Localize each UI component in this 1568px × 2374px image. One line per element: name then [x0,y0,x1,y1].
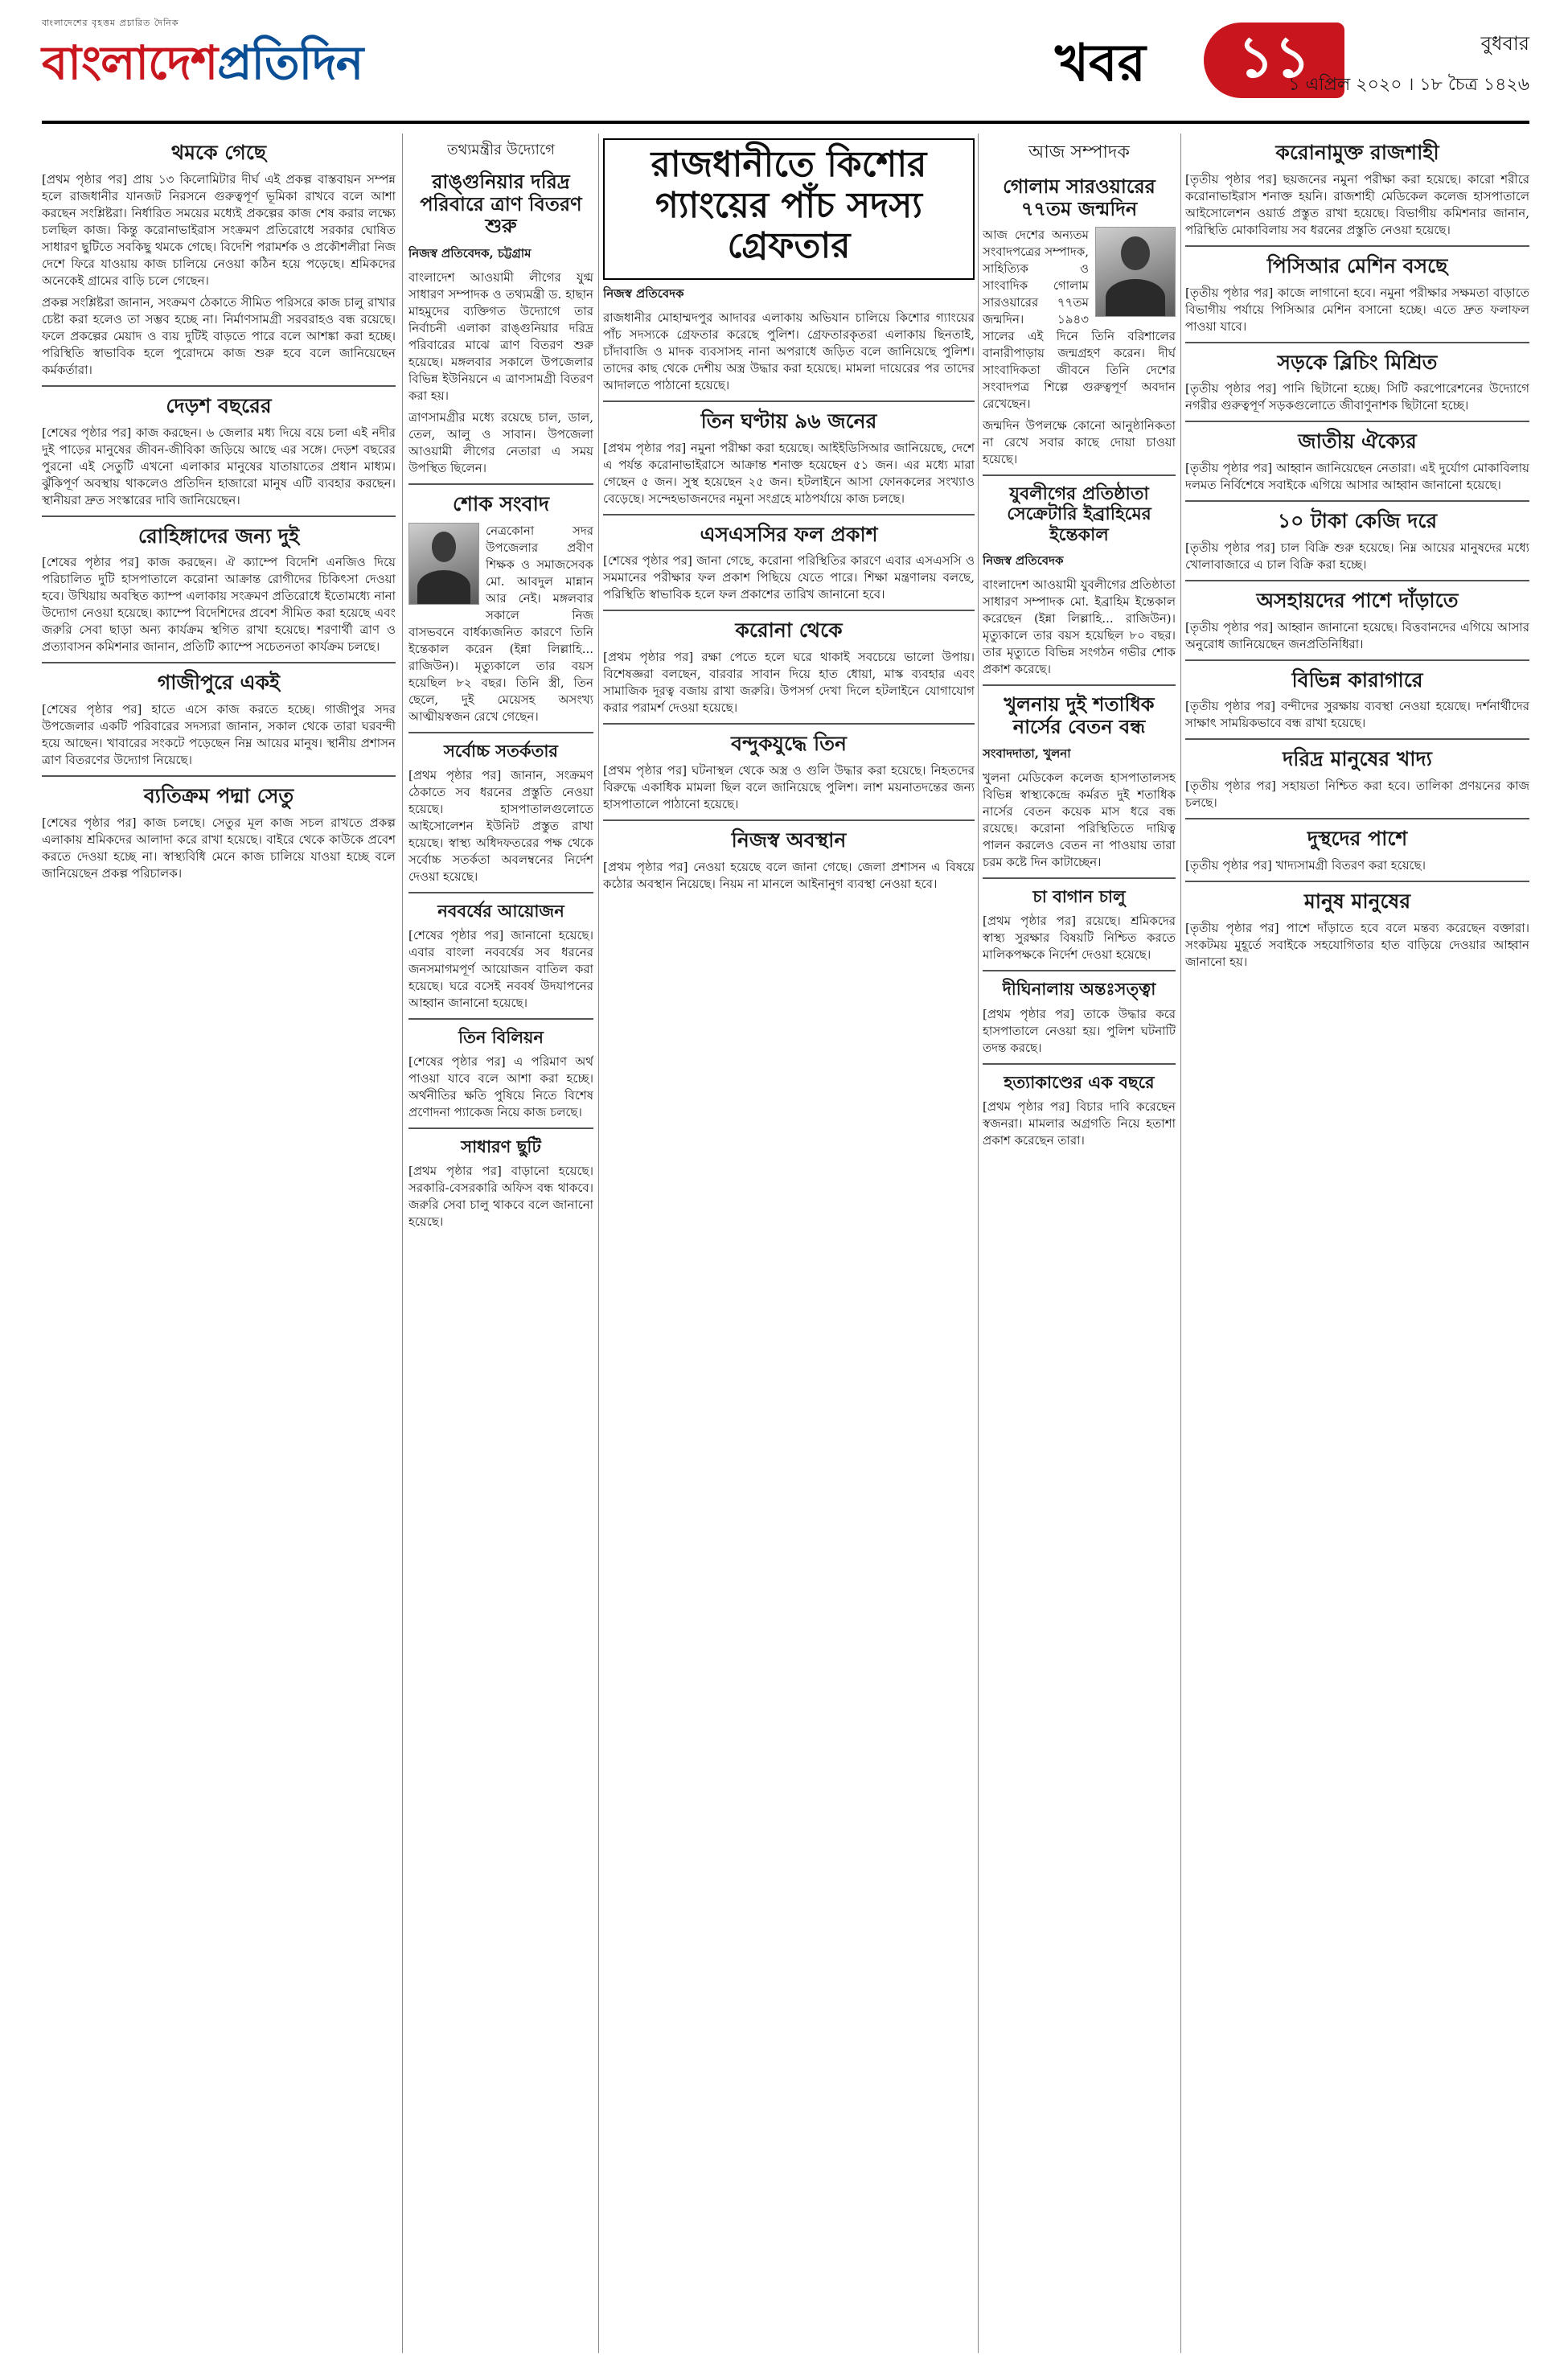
column-5 [1185,133,1529,2353]
headline[interactable]: খুলনায় দুই শতাধিক নার্সের বেতন বন্ধ [1004,693,1155,738]
headline[interactable]: দীঘিনালায় অন্তঃসত্ত্বা [1002,980,1156,1000]
headline[interactable]: নববর্ষের আয়োজন [437,901,564,921]
article-body: [তৃতীয় পৃষ্ঠার পর] ছয়জনের নমুনা পরীক্ষা করা হয়েছে। কারো শরীরে করোনাভাইরাস শনাক্ত হয়নি। রাজশাহী মেডিকেল কলেজ হাসপাতালে আইসোলেশন ওয়ার্ড প্রস্তুত রাখা হয়েছে। বিভাগীয় কমিশনার জানান, পরিস্থিতি মোকাবিলায় সব ধরনের প্রস্তুতি নেওয়া হয়েছে। [1185,171,1529,237]
headline[interactable]: যুবলীগের প্রতিষ্ঠাতা সেক্রেটারি ইব্রাহিমের ইন্তেকাল [1007,484,1151,545]
byline: নিজস্ব প্রতিবেদক [603,285,684,301]
article-body: আজ দেশের অন্যতম সংবাদপত্রের সম্পাদক, সাহিত্যিক ও সাংবাদিক গোলাম সারওয়ারের ৭৭তম জন্মদিন। ১৯৪৩ সালের এই দিনে তিনি বরিশালের বানারীপাড়ায় জন্মগ্রহণ করেন। দীর্ঘ সাংবাদিকতা জীবনে তিনি দেশের সংবাদপত্র শিল্পে গুরুত্বপূর্ণ অবদান রেখেছেন। [983,228,1176,412]
headline[interactable]: দুস্থদের পাশে [1307,827,1408,850]
article-body: [শেষের পৃষ্ঠার পর] জানানো হয়েছে। এবার বাংলা নববর্ষের সব ধরনের জনসমাগমপূর্ণ আয়োজন বাতিল করা হয়েছে। ঘরে বসেই নববর্ষ উদযাপনের আহ্বান জানানো হয়েছে। [408,927,593,1010]
headline[interactable]: বিভিন্ন কারাগারে [1291,667,1423,692]
article-body: [প্রথম পৃষ্ঠার পর] প্রায় ১৩ কিলোমিটার দীর্ঘ এই প্রকল্প বাস্তবায়ন সম্পন্ন হলে রাজধানীর যানজট নিরসনে গুরুত্বপূর্ণ ভূমিকা রাখবে বলে আশা করছেন সংশ্লিষ্টরা। নির্ধারিত সময়ের মধ্যেই প্রকল্পের কাজ শেষ করার লক্ষ্যে চলছিল কাজ। কিন্তু করোনাভাইরাস সংক্রমণ প্রতিরোধে সরকার ঘোষিত সাধারণ ছুটিতে সবকিছু থমকে গেছে। বিদেশি পরামর্শক ও প্রকৌশলীরা নিজ দেশে ফিরে যাওয়ায় কাজ চালিয়ে নেওয়া কঠিন হয়ে পড়েছে। শ্রমিকদের অনেকেই গ্রামের বাড়ি চলে গেছেন। [42,171,396,288]
headline[interactable]: গাজীপুরে একই [157,671,281,695]
lead-story-box [603,138,975,280]
headline[interactable]: বন্দুকযুদ্ধে তিন [731,732,847,756]
article-body: [প্রথম পৃষ্ঠার পর] রয়েছে। শ্রমিকদের স্বাস্থ্য সুরক্ষার বিষয়টি নিশ্চিত করতে মালিকপক্ষকে নির্দেশ দেওয়া হয়েছে। [983,914,1176,963]
column-divider [978,133,979,2353]
kicker: তথ্যমন্ত্রীর উদ্যোগে [447,142,555,158]
headline[interactable]: হত্যাকাণ্ডের এক বছরে [1004,1072,1155,1092]
article-divider [1185,818,1529,819]
article-divider [1185,580,1529,581]
masthead-rule [42,121,1529,124]
portrait-photo-icon [1095,227,1176,317]
article-body: [প্রথম পৃষ্ঠার পর] রক্ষা পেতে হলে ঘরে থাকাই সবচেয়ে ভালো উপায়। বিশেষজ্ঞরা বলছেন, বারবার সাবান দিয়ে হাত ধোয়া, মাস্ক ব্যবহার এবং সামাজিক দূরত্ব বজায় রাখা জরুরি। উপসর্গ দেখা দিলে হটলাইনে যোগাযোগ করার পরামর্শ দেওয়া হয়েছে। [603,650,975,716]
article-divider [603,610,975,611]
article-divider [983,970,1176,971]
headline[interactable]: চা বাগান চালু [1032,887,1126,907]
article-body: [প্রথম পৃষ্ঠার পর] বাড়ানো হয়েছে। সরকারি-বেসরকারি অফিস বন্ধ থাকবে। জরুরি সেবা চালু থাকবে বলে জানানো হয়েছে। [408,1164,593,1230]
headline[interactable]: দরিদ্র মানুষের খাদ্য [1283,747,1432,771]
article-body: [প্রথম পৃষ্ঠার পর] তাকে উদ্ধার করে হাসপাতালে নেওয়া হয়। পুলিশ ঘটনাটি তদন্ত করছে। [983,1006,1176,1055]
headline[interactable]: করোনামুক্ত রাজশাহী [1275,141,1439,164]
article-divider [603,819,975,821]
headline[interactable]: মানুষ মানুষের [1303,889,1411,913]
article-divider [1185,659,1529,661]
article-divider [983,877,1176,879]
article-divider [1185,342,1529,343]
issue-day: বুধবার [1480,32,1529,55]
article-body: [তৃতীয় পৃষ্ঠার পর] সহায়তা নিশ্চিত করা হবে। তালিকা প্রণয়নের কাজ চলছে। [1185,778,1529,810]
article-body: [শেষের পৃষ্ঠার পর] এ পরিমাণ অর্থ পাওয়া যাবে বলে আশা করা হচ্ছে। অর্থনীতির ক্ষতি পুষিয়ে নিতে বিশেষ প্রণোদনা প্যাকেজ নিয়ে কাজ চলছে। [408,1054,593,1119]
column-divider [598,133,599,2353]
article-body: বাংলাদেশ আওয়ামী লীগের যুগ্ম সাধারণ সম্পাদক ও তথ্যমন্ত্রী ড. হাছান মাহমুদের ব্যক্তিগত উদ্যোগে তার নির্বাচনী এলাকা রাঙ্গুনিয়ার দরিদ্র পরিবারের মাঝে ত্রাণ বিতরণ শুরু হয়েছে। মঙ্গলবার সকালে উপজেলার বিভিন্ন ইউনিয়নে এ ত্রাণসামগ্রী বিতরণ করা হয়। [408,269,593,403]
article-divider [1185,738,1529,740]
headline[interactable]: নিজস্ব অবস্থান [731,828,847,852]
article-divider [408,732,593,733]
article-body: [শেষের পৃষ্ঠার পর] হাতে এসে কাজ করতে হচ্ছে। গাজীপুর সদর উপজেলার একটি পরিবারের সদস্যরা জানান, সকাল থেকে তারা ঘরবন্দী হয়ে আছেন। খাবারের সংকটে পড়েছেন নিম্ন আয়ের মানুষ। স্থানীয় প্রশাসন ত্রাণ বিতরণের উদ্যোগ নিয়েছে। [42,702,396,767]
article-body: [তৃতীয় পৃষ্ঠার পর] আহ্বান জানানো হয়েছে। বিত্তবানদের এগিয়ে আসার অনুরোধ জানিয়েছেন জনপ্রতিনিধিরা। [1185,619,1529,651]
article-body: [তৃতীয় পৃষ্ঠার পর] চাল বিক্রি শুরু হয়েছে। নিম্ন আয়ের মানুষদের মধ্যে খোলাবাজারে এ চাল বিক্রি করা হচ্ছে। [1185,540,1529,572]
article-body: [তৃতীয় পৃষ্ঠার পর] বন্দীদের সুরক্ষায় ব্যবস্থা নেওয়া হয়েছে। দর্শনার্থীদের সাক্ষাৎ সাময়িকভাবে বন্ধ রাখা হয়েছে। [1185,699,1529,731]
column-3 [603,133,975,2353]
headline[interactable]: তিন বিলিয়ন [458,1027,544,1047]
article-body: [প্রথম পৃষ্ঠার পর] নমুনা পরীক্ষা করা হয়েছে। আইইডিসিআর জানিয়েছে, দেশে এ পর্যন্ত করোনাভাইরাসে আক্রান্ত শনাক্ত হয়েছেন ৫১ জন। এর মধ্যে মারা গেছেন ৫ জন। সুস্থ হয়েছেন ২৫ জন। হটলাইনে আসা ফোনকলের সংখ্যাও বেড়েছে। সন্দেহভাজনদের নমুনা সংগ্রহে মাঠপর্যায়ে কাজ চলছে। [603,440,975,506]
headline[interactable]: রোহিঙ্গাদের জন্য দুই [138,524,300,548]
headline[interactable]: এসএসসির ফল প্রকাশ [700,522,878,546]
headline[interactable]: শোক সংবাদ [453,491,549,515]
article-body: [তৃতীয় পৃষ্ঠার পর] খাদ্যসামগ্রী বিতরণ করা হয়েছে। [1185,857,1426,873]
article-body: [প্রথম পৃষ্ঠার পর] জানান, সংক্রমণ ঠেকাতে সব ধরনের প্রস্তুতি নেওয়া হয়েছে। হাসপাতালগুলোতে আইসোলেশন ইউনিট প্রস্তুত রাখা হয়েছে। স্বাস্থ্য অধিদফতরের পক্ষ থেকে সর্বোচ্চ সতর্কতা অবলম্বনের নির্দেশ দেওয়া হয়েছে। [408,767,593,884]
article-body: [তৃতীয় পৃষ্ঠার পর] পানি ছিটানো হচ্ছে। সিটি করপোরেশনের উদ্যোগে নগরীর গুরুত্বপূর্ণ সড়কগুলোতে জীবাণুনাশক ছিটানো হচ্ছে। [1185,381,1529,413]
article-body: [প্রথম পৃষ্ঠার পর] ঘটনাস্থল থেকে অস্ত্র ও গুলি উদ্ধার করা হয়েছে। নিহতদের বিরুদ্ধে একাধিক মামলা ছিল বলে জানিয়েছে পুলিশ। লাশ ময়নাতদন্তের জন্য হাসপাতালে পাঠানো হয়েছে। [603,762,975,811]
headline[interactable]: পিসিআর মেশিন বসছে [1266,253,1448,277]
article-divider [603,514,975,515]
logo-word-a: বাংলাদেশ [42,35,218,90]
headline[interactable]: থমকে গেছে [170,141,267,164]
article-divider [983,684,1176,686]
article-body: বাংলাদেশ আওয়ামী যুবলীগের প্রতিষ্ঠাতা সাধারণ সম্পাদক মো. ইব্রাহিম ইন্তেকাল করেছেন (ইন্না লিল্লাহি... রাজিউন)। মৃত্যুকালে তার বয়স হয়েছিল ৮০ বছর। তার মৃত্যুতে বিভিন্ন সংগঠন গভীর শোক প্রকাশ করেছে। [983,577,1176,677]
logo-word-b: প্রতিদিন [217,35,363,90]
article-body: [শেষের পৃষ্ঠার পর] জানা গেছে, করোনা পরিস্থিতির কারণে এবার এসএসসি ও সমমানের পরীক্ষার ফল প্রকাশ পিছিয়ে যেতে পারে। শিক্ষা মন্ত্রণালয় বলছে, পরিস্থিতি স্বাভাবিক হলে ফল প্রকাশের তারিখ জানানো হবে। [603,553,975,602]
byline: সংবাদদাতা, খুলনা [983,746,1071,762]
column-2 [408,133,593,2353]
headline[interactable]: করোনা থেকে [735,618,843,643]
article-divider [1185,421,1529,422]
article-body: [শেষের পৃষ্ঠার পর] কাজ করছেন। ৬ জেলার মধ্য দিয়ে বয়ে চলা এই নদীর দুই পাড়ের মানুষের জীবন-জীবিকা জড়িয়ে আছে এর সঙ্গে। দেড়শ বছরের পুরনো এই সেতুটি এখনো এলাকার মানুষের যাতায়াতের প্রধান মাধ্যম। ঝুঁকিপূর্ণ অবস্থায় থাকলেও প্রতিদিন হাজারো মানুষ এটি ব্যবহার করছেন। স্থানীয়রা দ্রুত সংস্কারের দাবি জানিয়েছেন। [42,425,396,507]
article-divider [983,474,1176,476]
article-body: [তৃতীয় পৃষ্ঠার পর] পাশে দাঁড়াতে হবে বলে মন্তব্য করেছেন বক্তারা। সংকটময় মুহূর্তে সবাইকে সহযোগিতার হাত বাড়িয়ে দেওয়ার আহ্বান জানানো হয়। [1185,920,1529,969]
issue-date: ১ এপ্রিল ২০২০ । ১৮ চৈত্র ১৪২৬ [1288,75,1529,95]
headline[interactable]: সড়কে ব্লিচিং মিশ্রিত [1277,350,1438,374]
article-body: খুলনা মেডিকেল কলেজ হাসপাতালসহ বিভিন্ন স্বাস্থ্যকেন্দ্রে কর্মরত দুই শতাধিক নার্সের বেতন কয়েক মাস ধরে বন্ধ রয়েছে। করোনা পরিস্থিতিতে দায়িত্ব পালন করলেও বেতন না পাওয়ায় তারা চরম কষ্টে দিন কাটাচ্ছেন। [983,770,1176,870]
article-body: [প্রথম পৃষ্ঠার পর] বিচার দাবি করেছেন স্বজনরা। মামলার অগ্রগতি নিয়ে হতাশা প্রকাশ করেছেন তারা। [983,1099,1176,1148]
newspaper-logo[interactable] [42,27,363,105]
article-body: [তৃতীয় পৃষ্ঠার পর] আহ্বান জানিয়েছেন নেতারা। এই দুর্যোগ মোকাবিলায় দলমত নির্বিশেষে সবাইকে এগিয়ে আসার আহ্বান জানানো হয়েছে। [1185,461,1529,492]
article-divider [42,775,396,777]
column-4 [983,133,1176,2353]
byline: নিজস্ব প্রতিবেদক, চট্টগ্রাম [408,245,532,261]
column-1 [42,133,396,2353]
article-body: নেত্রকোনা সদর উপজেলার প্রবীণ শিক্ষক ও সমাজসেবক মো. আবদুল মান্নান আর নেই। মঙ্গলবার সকালে নিজ বাসভবনে বার্ধক্যজনিত কারণে তিনি ইন্তেকাল করেন (ইন্না লিল্লাহি... রাজিউন)। মৃত্যুকালে তার বয়স হয়েছিল ৮২ বছর। তিনি স্ত্রী, তিন ছেলে, দুই মেয়েসহ অসংখ্য আত্মীয়স্বজন রেখে গেছেন। [408,523,593,724]
headline[interactable]: তিন ঘণ্টায় ৯৬ জনের [700,409,877,433]
article-divider [408,483,593,485]
article-body: [তৃতীয় পৃষ্ঠার পর] কাজে লাগানো হবে। নমুনা পরীক্ষার সক্ষমতা বাড়াতে বিভাগীয় পর্যায়ে পিসিআর মেশিন বসানো হচ্ছে। এতে দ্রুত ফলাফল পাওয়া যাবে। [1185,285,1529,334]
headline[interactable]: গোলাম সারওয়ারের ৭৭তম জন্মদিন [1003,175,1155,220]
article-divider [42,515,396,517]
lead-headline[interactable]: রাজধানীতে কিশোর গ্যাংয়ের পাঁচ সদস্য গ্রেফতার [651,144,927,267]
article-body: জন্মদিন উপলক্ষে কোনো আনুষ্ঠানিকতা না রেখে সবার কাছে দোয়া চাওয়া হয়েছে। [983,418,1176,467]
article-body: প্রকল্প সংশ্লিষ্টরা জানান, সংক্রমণ ঠেকাতে সীমিত পরিসরে কাজ চালু রাখার চেষ্টা করা হলেও তা সম্ভব হচ্ছে না। নির্মাণসামগ্রী সরবরাহও বন্ধ রয়েছে। ফলে প্রকল্পের মেয়াদ ও ব্যয় দুটিই বাড়তে পারে বলে আশঙ্কা করা হচ্ছে। পরিস্থিতি স্বাভাবিক হলে পুরোদমে কাজ শুরু হবে বলে জানিয়েছেন কর্মকর্তারা। [42,294,396,377]
headline[interactable]: ১০ টাকা কেজি দরে [1277,509,1438,532]
article-divider [603,723,975,725]
article-body: [প্রথম পৃষ্ঠার পর] নেওয়া হয়েছে বলে জানা গেছে। জেলা প্রশাসন এ বিষয়ে কঠোর অবস্থান নিয়েছে। নিয়ম না মানলে আইনানুগ ব্যবস্থা নেওয়া হবে। [603,859,975,891]
headline[interactable]: ব্যতিক্রম পদ্মা সেতু [143,784,294,807]
column-divider [402,133,403,2353]
article-divider [1185,245,1529,247]
portrait-photo-icon [408,523,479,605]
headline[interactable]: জাতীয় ঐক্যের [1298,429,1417,454]
kicker: আজ সম্পাদক [1028,142,1130,162]
column-divider [1180,133,1181,2353]
article-body: [শেষের পৃষ্ঠার পর] কাজ করছেন। ঐ ক্যাম্পে বিদেশি এনজিও দিয়ে পরিচালিত দুটি হাসপাতালে করোনা আক্রান্ত রোগীদের চিকিৎসা দেওয়া হবে। উখিয়ায় অবস্থিত ক্যাম্প এলাকায় সংক্রমণ প্রতিরোধে ইতোমধ্যে নানা উদ্যোগ নেওয়া হয়েছে। ক্যাম্পে বিদেশিদের প্রবেশ সীমিত করা হয়েছে এবং জরুরি সেবা ছাড়া অন্য কার্যক্রম স্থগিত রাখা হয়েছে। শরণার্থী ত্রাণ ও প্রত্যাবাসন কমিশনার জানান, প্রতিটি ক্যাম্পে সচেতনতা কার্যক্রম চলছে। [42,555,396,655]
article-divider [408,892,593,893]
headline[interactable]: দেড়শ বছরের [166,393,272,417]
article-divider [408,1018,593,1020]
article-divider [42,385,396,387]
headline[interactable]: সাধারণ ছুটি [461,1136,541,1156]
logo-tagline: বাংলাদেশের বৃহত্তম প্রচারিত দৈনিক [42,18,179,28]
article-divider [1185,500,1529,502]
headline[interactable]: অসহায়দের পাশে দাঁড়াতে [1256,588,1459,612]
article-divider [408,1127,593,1129]
article-body: রাজধানীর মোহাম্মদপুর আদাবর এলাকায় অভিযান চালিয়ে কিশোর গ্যাংয়ের পাঁচ সদস্যকে গ্রেফতার করেছে পুলিশ। গ্রেফতারকৃতরা এলাকায় ছিনতাই, চাঁদাবাজি ও মাদক ব্যবসাসহ নানা অপরাধে জড়িত বলে জানিয়েছে পুলিশ। তাদের কাছ থেকে দেশীয় অস্ত্র উদ্ধার করা হয়েছে। মামলা দায়েরের পর তাদের আদালতে পাঠানো হয়েছে। [603,310,975,392]
headline[interactable]: রাঙ্গুনিয়ার দরিদ্র পরিবারে ত্রাণ বিতরণ শুরু [420,170,582,238]
section-title: খবর [1055,34,1146,93]
article-body: [শেষের পৃষ্ঠার পর] কাজ চলছে। সেতুর মূল কাজ সচল রাখতে প্রকল্প এলাকায় শ্রমিকদের আলাদা করে রাখা হয়েছে। বাইরে থেকে কাউকে প্রবেশ করতে দেওয়া হচ্ছে না। স্বাস্থ্যবিধি মেনে কাজ চালিয়ে যাওয়া হচ্ছে বলে জানিয়েছেন প্রকল্প পরিচালক। [42,815,396,881]
article-divider [983,1063,1176,1065]
article-body: ত্রাণসামগ্রীর মধ্যে রয়েছে চাল, ডাল, তেল, আলু ও সাবান। উপজেলা আওয়ামী লীগের নেতারা এ সময় উপস্থিত ছিলেন। [408,409,593,475]
headline[interactable]: সর্বোচ্চ সতর্কতার [444,741,558,761]
article-divider [603,400,975,402]
article-divider [42,662,396,663]
article-divider [1185,881,1529,882]
byline: নিজস্ব প্রতিবেদক [983,553,1064,569]
page-number-badge: ১১ [1204,23,1344,98]
masthead [42,14,1529,121]
